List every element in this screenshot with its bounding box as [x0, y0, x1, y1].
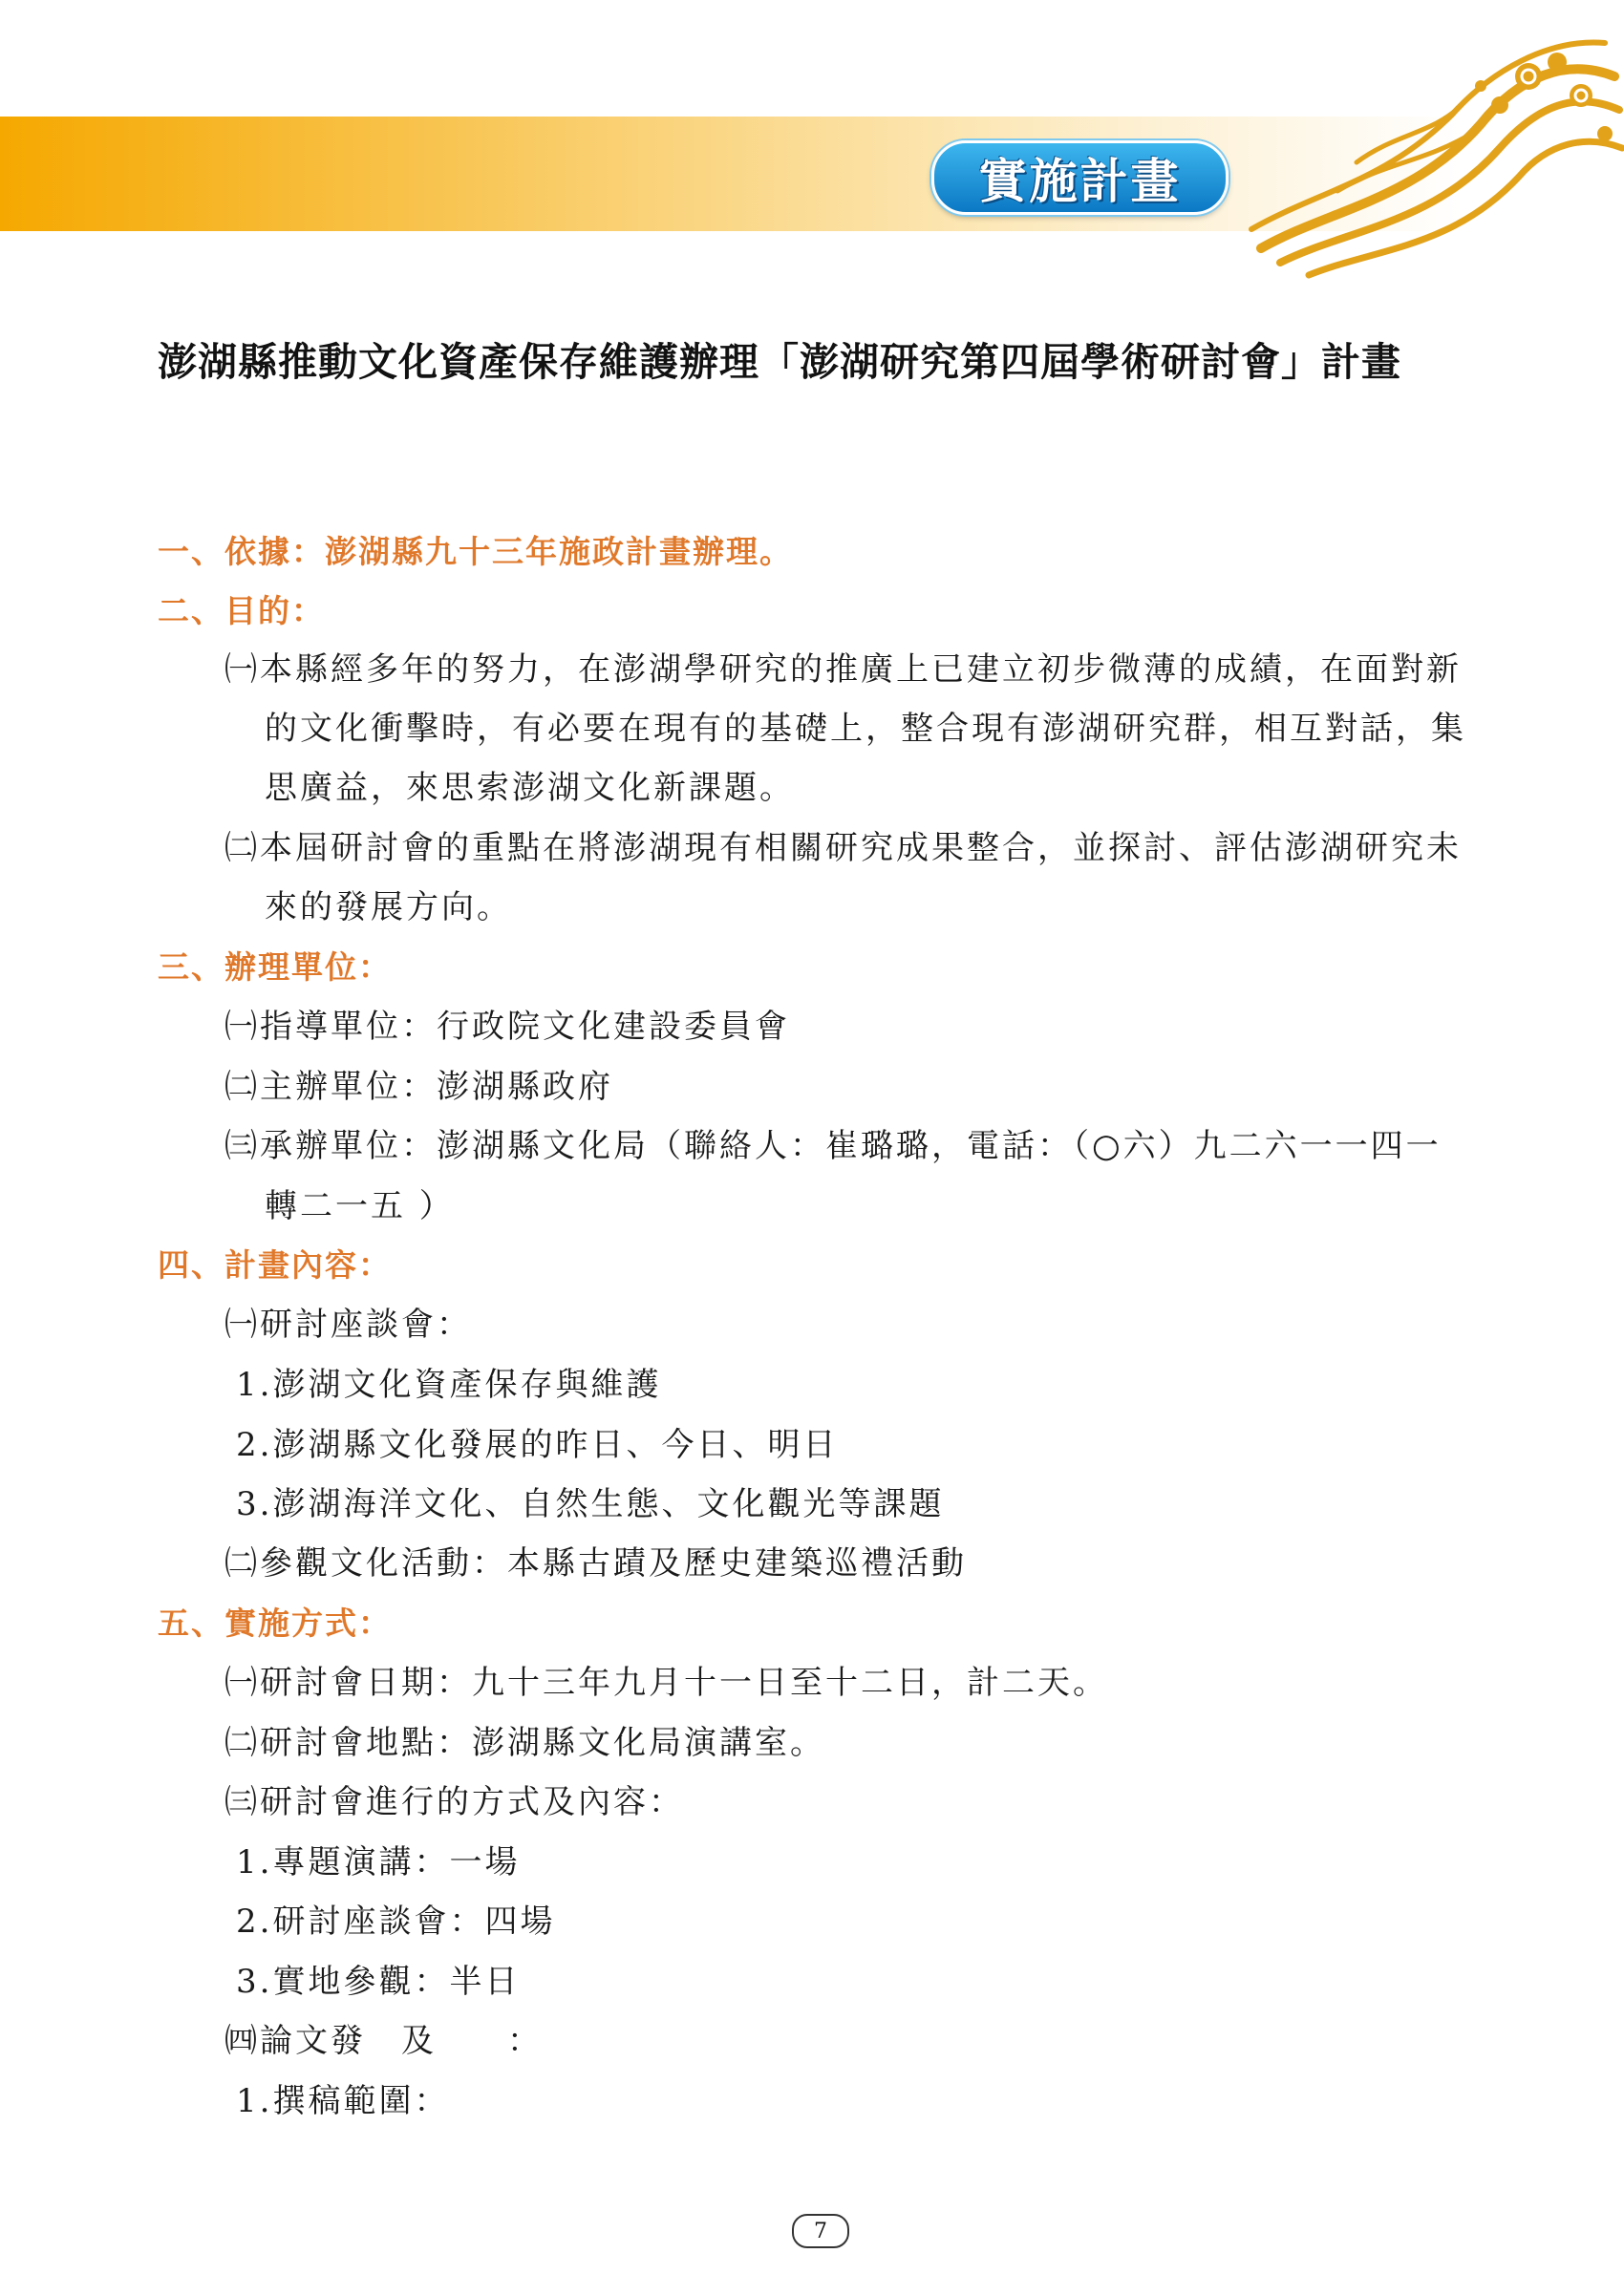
organizer-item-3: ㈢承辦單位：澎湖縣文化局（聯絡人：崔璐璐，電話：（○六）九二六一一四一 — [224, 1127, 1442, 1165]
section-organizers: 三、辦理單位： — [158, 948, 392, 986]
method-subitem: 2.研討座談會：四場 — [236, 1903, 556, 1941]
purpose-item-1-cont: 的文化衝擊時，有必要在現有的基礎上，整合現有澎湖研究群，相互對話，集 — [265, 710, 1466, 748]
wave-ornament-icon — [1242, 19, 1624, 287]
content-subitem: 2.澎湖縣文化發展的昨日、今日、明日 — [236, 1426, 839, 1464]
section-method: 五、實施方式： — [158, 1605, 392, 1642]
organizer-item-2: ㈡主辦單位：澎湖縣政府 — [224, 1068, 613, 1106]
content-subitem: 1.澎湖文化資產保存與維護 — [236, 1366, 662, 1404]
method-item-4: ㈣論文發 及 ： — [224, 2022, 543, 2060]
organizer-item-1: ㈠指導單位：行政院文化建設委員會 — [224, 1008, 790, 1046]
content-item-2: ㈡參觀文化活動：本縣古蹟及歷史建築巡禮活動 — [224, 1544, 967, 1583]
method-subitem: 3.實地參觀：半日 — [236, 1963, 521, 2001]
page-number: 7 — [792, 2214, 849, 2248]
content-item-1: ㈠研討座談會： — [224, 1306, 472, 1344]
section-badge — [931, 140, 1229, 215]
section-basis: 一、依據：澎湖縣九十三年施政計畫辦理。 — [158, 533, 793, 570]
method-item-1: ㈠研討會日期：九十三年九月十一日至十二日，計二天。 — [224, 1664, 1108, 1702]
method-item-3: ㈢研討會進行的方式及內容： — [224, 1783, 684, 1821]
document-title: 澎湖縣推動文化資產保存維護辦理「澎湖研究第四屆學術研討會」計畫 — [158, 339, 1401, 385]
section-purpose: 二、目的： — [158, 592, 325, 629]
purpose-item-1: ㈠本縣經多年的努力，在澎湖學研究的推廣上已建立初步微薄的成績，在面對新 — [224, 650, 1462, 689]
section-content: 四、計畫內容： — [158, 1246, 392, 1284]
content-subitem: 3.澎湖海洋文化、自然生態、文化觀光等課題 — [236, 1485, 945, 1523]
purpose-item-2-cont: 來的發展方向。 — [265, 888, 512, 926]
organizer-item-3-cont: 轉二一五 ） — [265, 1187, 455, 1225]
method-subitem: 1.撰稿範圍： — [236, 2082, 450, 2120]
method-item-2: ㈡研討會地點：澎湖縣文化局演講室。 — [224, 1724, 825, 1762]
method-subitem: 1.專題演講：一場 — [236, 1843, 521, 1881]
purpose-item-2: ㈡本屆研討會的重點在將澎湖現有相關研究成果整合，並探討、評估澎湖研究未 — [224, 829, 1462, 867]
purpose-item-1-cont: 思廣益，來思索澎湖文化新課題。 — [265, 769, 795, 807]
section-badge-label: 實施計畫 — [978, 154, 1182, 209]
